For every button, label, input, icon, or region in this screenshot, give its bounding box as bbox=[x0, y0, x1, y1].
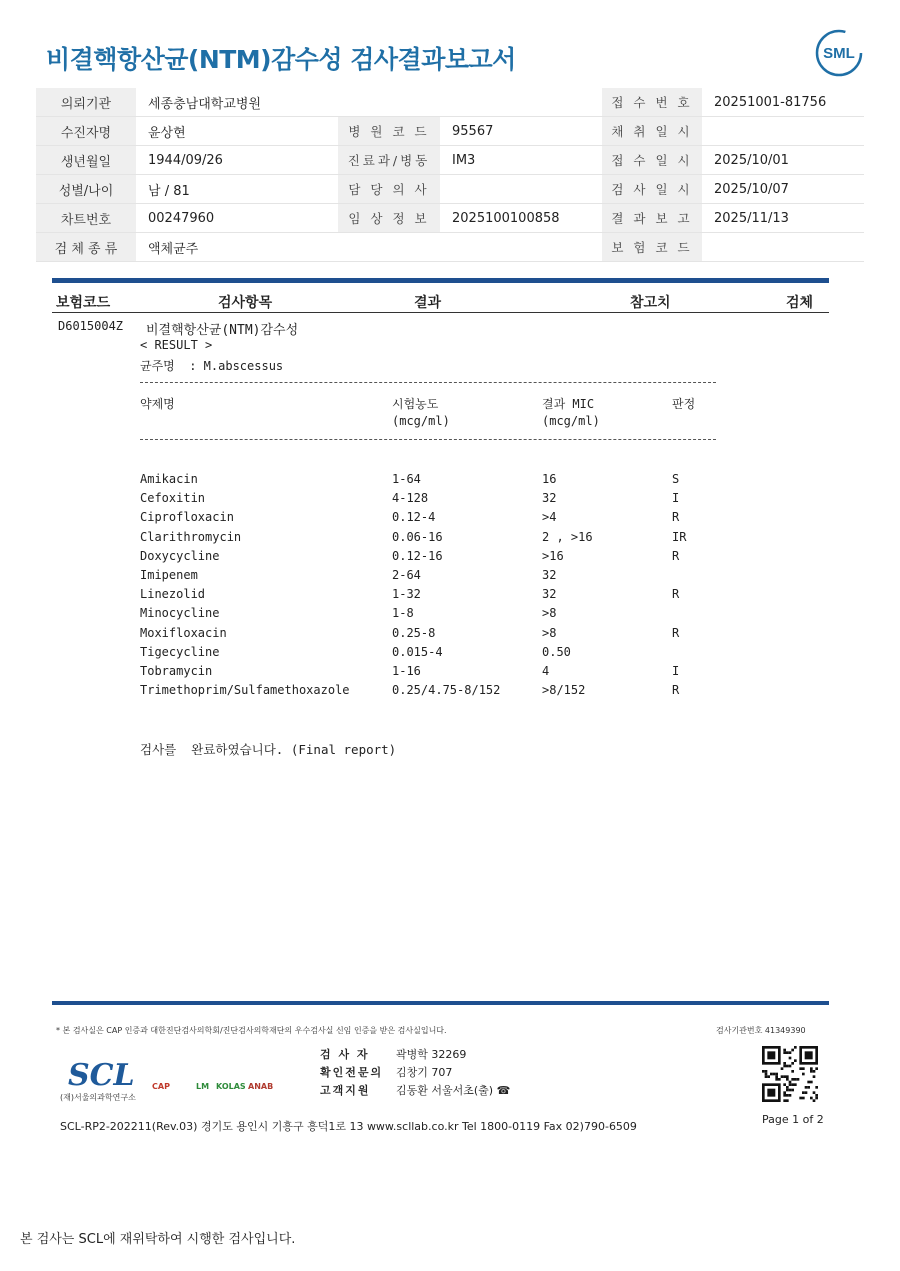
info-value bbox=[702, 117, 864, 146]
result-tag: < RESULT > bbox=[140, 338, 213, 352]
drug-name: Minocycline bbox=[140, 606, 220, 621]
drug-name: Doxycycline bbox=[140, 548, 220, 563]
info-value: 00247960 bbox=[136, 204, 338, 233]
drug-name: Ciprofloxacin bbox=[140, 510, 234, 525]
drug-mic: >16 bbox=[542, 548, 564, 563]
info-value: 남 / 81 bbox=[136, 175, 338, 204]
drug-mic: 4 bbox=[542, 664, 550, 678]
qr-code bbox=[762, 1046, 818, 1102]
info-label: 진료과/병동 bbox=[338, 146, 440, 175]
contact-tester: 검 사 자 곽병학 32269 bbox=[320, 1048, 467, 1061]
info-label: 담 당 의 사 bbox=[338, 175, 440, 204]
certification-note: * 본 검사실은 CAP 인증과 대한진단검사의학회/진단검사의학재단의 우수검사실 신임 인증을 받은 검사실입니다. bbox=[56, 1026, 447, 1035]
drug-test-conc: 0.12-4 bbox=[392, 510, 436, 525]
drug-interpretation: R bbox=[672, 587, 680, 602]
drug-test-conc: 1-16 bbox=[392, 664, 421, 678]
info-value: 95567 bbox=[440, 117, 602, 146]
drug-interpretation: R bbox=[672, 625, 680, 640]
scl-logo: SCL bbox=[68, 1058, 135, 1093]
drug-name: Amikacin bbox=[140, 472, 198, 486]
info-label: 결 과 보 고 bbox=[602, 204, 702, 233]
logo-text: SML bbox=[823, 45, 855, 62]
lab-number: 검사기관번호 41349390 bbox=[716, 1026, 806, 1035]
page-number: Page 1 of 2 bbox=[762, 1113, 824, 1126]
contact-customer-support: 고객지원 김동환 서울서초(출) ☎ bbox=[320, 1084, 511, 1097]
drug-test-conc: 1-8 bbox=[392, 606, 414, 621]
info-label: 접 수 번 호 bbox=[602, 88, 702, 117]
drug-mic: >4 bbox=[542, 510, 557, 525]
drug-mic: >8 bbox=[542, 625, 557, 640]
drug-mic: 16 bbox=[542, 472, 557, 486]
info-value: 2025/10/01 bbox=[702, 146, 864, 175]
drug-name: Imipenem bbox=[140, 568, 198, 582]
info-value bbox=[440, 175, 602, 204]
header-underline bbox=[52, 312, 829, 313]
info-value bbox=[440, 88, 602, 117]
drug-interpretation: IR bbox=[672, 529, 687, 544]
drug-mic: 0.50 bbox=[542, 644, 571, 659]
drug-interpretation: I bbox=[672, 664, 680, 678]
drug-name: Tigecycline bbox=[140, 644, 220, 659]
drug-test-conc: 0.12-16 bbox=[392, 548, 443, 563]
drug-test-conc: 0.25-8 bbox=[392, 625, 436, 640]
info-row bbox=[36, 175, 864, 204]
col-interpretation: 판정 bbox=[672, 397, 696, 411]
info-row bbox=[36, 233, 864, 262]
drug-mic: >8/152 bbox=[542, 683, 586, 698]
drug-name: Linezolid bbox=[140, 587, 206, 602]
header-rule bbox=[52, 278, 829, 283]
info-label: 의뢰기관 bbox=[36, 88, 136, 117]
col-header-item: 검사항목 bbox=[218, 295, 273, 311]
info-value: 윤상현 bbox=[136, 117, 338, 146]
organism-name: 균주명 : M.abscessus bbox=[140, 359, 284, 373]
insurance-code: D6015004Z bbox=[58, 319, 124, 333]
drug-test-conc: 4-128 bbox=[392, 491, 429, 506]
drug-name: Cefoxitin bbox=[140, 491, 206, 506]
col-header-result: 결과 bbox=[414, 295, 442, 311]
info-value: 20251001-81756 bbox=[702, 88, 864, 117]
drug-mic: 32 bbox=[542, 491, 557, 506]
info-value: IM3 bbox=[440, 146, 602, 175]
info-label: 보 험 코 드 bbox=[602, 233, 702, 262]
info-value: 1944/09/26 bbox=[136, 146, 338, 175]
dash-separator bbox=[140, 439, 716, 440]
kolas-logo: KOLAS bbox=[216, 1082, 246, 1091]
address-line: SCL-RP2-202211(Rev.03) 경기도 용인시 기흥구 흥덕1로 13 www.scllab.co.kr Tel 1800-0119 Fax 02)790-6509 bbox=[60, 1120, 637, 1133]
info-label bbox=[338, 233, 440, 262]
drug-test-conc: 0.25/4.75-8/152 bbox=[392, 683, 501, 698]
drug-mic: >8 bbox=[542, 606, 557, 621]
drug-interpretation: I bbox=[672, 491, 680, 506]
drug-mic: 2 , >16 bbox=[542, 529, 593, 544]
info-row bbox=[36, 88, 864, 117]
drug-test-conc: 2-64 bbox=[392, 568, 421, 582]
report-title: 비결핵항산균(NTM)감수성 검사결과보고서 bbox=[46, 45, 516, 74]
col-mic: 결과 MIC bbox=[542, 397, 595, 411]
lm-logo: LM bbox=[196, 1082, 210, 1091]
info-value: 세종충남대학교병원 bbox=[136, 88, 338, 117]
test-name: 비결핵항산균(NTM)감수성 bbox=[146, 323, 299, 338]
sml-logo bbox=[814, 28, 864, 78]
drug-test-conc: 0.015-4 bbox=[392, 644, 443, 659]
info-label: 채 취 일 시 bbox=[602, 117, 702, 146]
col-test-conc-unit: (mcg/ml) bbox=[392, 414, 450, 428]
drug-interpretation: R bbox=[672, 548, 680, 563]
anab-logo: ANAB bbox=[248, 1082, 274, 1091]
info-label: 검 체 종 류 bbox=[36, 233, 136, 262]
info-label: 성별/나이 bbox=[36, 175, 136, 204]
drug-interpretation: R bbox=[672, 510, 680, 525]
info-label: 수진자명 bbox=[36, 117, 136, 146]
drug-test-conc: 1-64 bbox=[392, 472, 421, 486]
drug-name: Trimethoprim/Sulfamethoxazole bbox=[140, 683, 350, 698]
col-header-code: 보험코드 bbox=[56, 295, 111, 311]
info-value: 2025100100858 bbox=[440, 204, 602, 233]
info-value: 액체균주 bbox=[136, 233, 338, 262]
info-value bbox=[702, 233, 864, 262]
drug-interpretation: R bbox=[672, 683, 680, 698]
info-label: 차트번호 bbox=[36, 204, 136, 233]
info-row bbox=[36, 146, 864, 175]
col-header-ref: 참고치 bbox=[630, 295, 671, 311]
info-label: 병 원 코 드 bbox=[338, 117, 440, 146]
col-test-conc: 시험농도 bbox=[392, 397, 439, 411]
drug-name: Clarithromycin bbox=[140, 529, 242, 544]
col-header-specimen: 검체 bbox=[786, 295, 814, 311]
info-value: 2025/11/13 bbox=[702, 204, 864, 233]
info-value: 2025/10/07 bbox=[702, 175, 864, 204]
info-label: 임 상 정 보 bbox=[338, 204, 440, 233]
info-label: 검 사 일 시 bbox=[602, 175, 702, 204]
info-value bbox=[440, 233, 602, 262]
info-label: 생년월일 bbox=[36, 146, 136, 175]
col-mic-unit: (mcg/ml) bbox=[542, 414, 600, 428]
patient-info-table bbox=[36, 88, 864, 262]
drug-interpretation: S bbox=[672, 472, 680, 486]
footer-rule bbox=[52, 1001, 829, 1005]
drug-mic: 32 bbox=[542, 568, 557, 582]
info-row bbox=[36, 117, 864, 146]
cap-logo: CAP bbox=[152, 1082, 170, 1091]
final-report-note: 검사를 완료하였습니다. (Final report) bbox=[140, 742, 397, 757]
drug-test-conc: 0.06-16 bbox=[392, 529, 443, 544]
drug-mic: 32 bbox=[542, 587, 557, 602]
contact-confirming-doctor: 확인전문의 김창기 707 bbox=[320, 1066, 453, 1079]
info-label: 접 수 일 시 bbox=[602, 146, 702, 175]
drug-test-conc: 1-32 bbox=[392, 587, 421, 602]
drug-name: Moxifloxacin bbox=[140, 625, 227, 640]
drug-name: Tobramycin bbox=[140, 664, 213, 678]
info-label bbox=[338, 88, 440, 117]
col-drug-name: 약제명 bbox=[140, 397, 175, 411]
outsourcing-note: 본 검사는 SCL에 재위탁하여 시행한 검사입니다. bbox=[20, 1232, 296, 1247]
scl-full-name: (재)서울의과학연구소 bbox=[60, 1093, 136, 1102]
dash-separator bbox=[140, 382, 716, 383]
info-row bbox=[36, 204, 864, 233]
